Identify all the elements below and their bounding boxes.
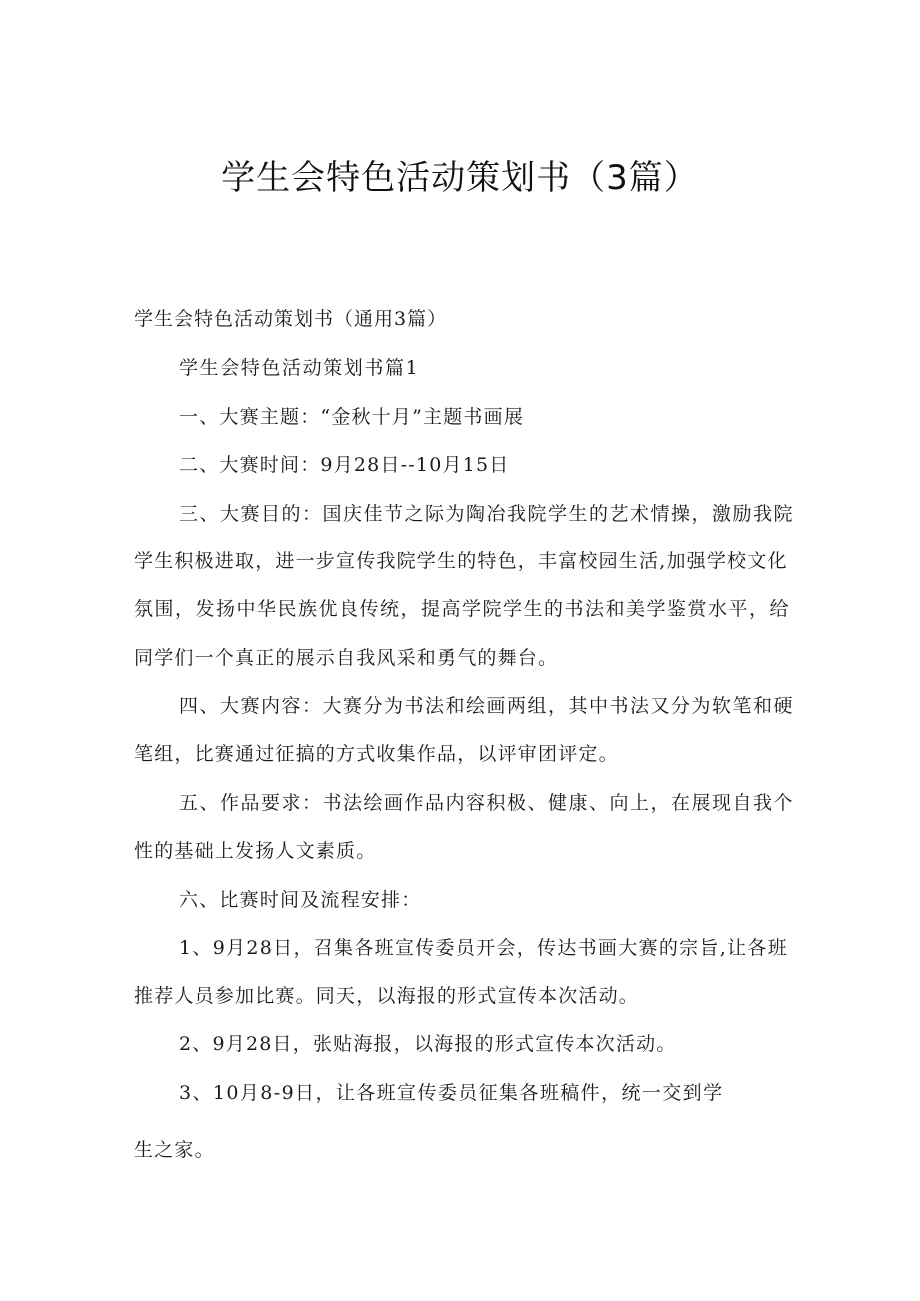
paragraph-line: 2、9月28日，张贴海报，以海报的形式宣传本次活动。: [179, 1033, 677, 1055]
paragraph-line: 氛围，发扬中华民族优良传统，提高学院学生的书法和美学鉴赏水平，给: [134, 598, 791, 620]
paragraph-line: 1、9月28日，召集各班宣传委员开会，传达书画大赛的宗旨,让各班: [179, 937, 788, 959]
paragraph-line: 四、大赛内容：大赛分为书法和绘画两组，其中书法又分为软笔和硬: [179, 695, 795, 717]
document-subtitle: 学生会特色活动策划书（通用3篇）: [134, 308, 448, 330]
paragraph-line: 3、10月8-9日，让各班宣传委员征集各班稿件，统一交到学: [179, 1082, 724, 1104]
paragraph-line: 性的基础上发扬人文素质。: [134, 840, 377, 862]
paragraph-line: 六、比赛时间及流程安排：: [179, 889, 422, 911]
paragraph-line: 同学们一个真正的展示自我风采和勇气的舞台。: [134, 647, 559, 669]
paragraph-line: 生之家。: [134, 1139, 215, 1161]
paragraph-line: 笔组，比赛通过征搞的方式收集作品，以评审团评定。: [134, 743, 619, 765]
section-heading: 学生会特色活动策划书篇1: [179, 357, 420, 379]
paragraph-line: 学生积极进取，进一步宣传我院学生的特色，丰富校园生活,加强学校文化: [134, 550, 788, 572]
paragraph-line: 推荐人员参加比赛。同天，以海报的形式宣传本次活动。: [134, 985, 640, 1007]
paragraph-line: 二、大赛时间：9月28日--10月15日: [179, 454, 510, 476]
paragraph-line: 五、作品要求：书法绘画作品内容积极、健康、向上，在展现自我个: [179, 792, 795, 814]
paragraph-line: 三、大赛目的：国庆佳节之际为陶冶我院学生的艺术情操，激励我院: [179, 503, 795, 525]
paragraph-line: 一、大赛主题：“金秋十月”主题书画展: [179, 406, 525, 428]
document-title: 学生会特色活动策划书（3篇）: [221, 158, 699, 198]
